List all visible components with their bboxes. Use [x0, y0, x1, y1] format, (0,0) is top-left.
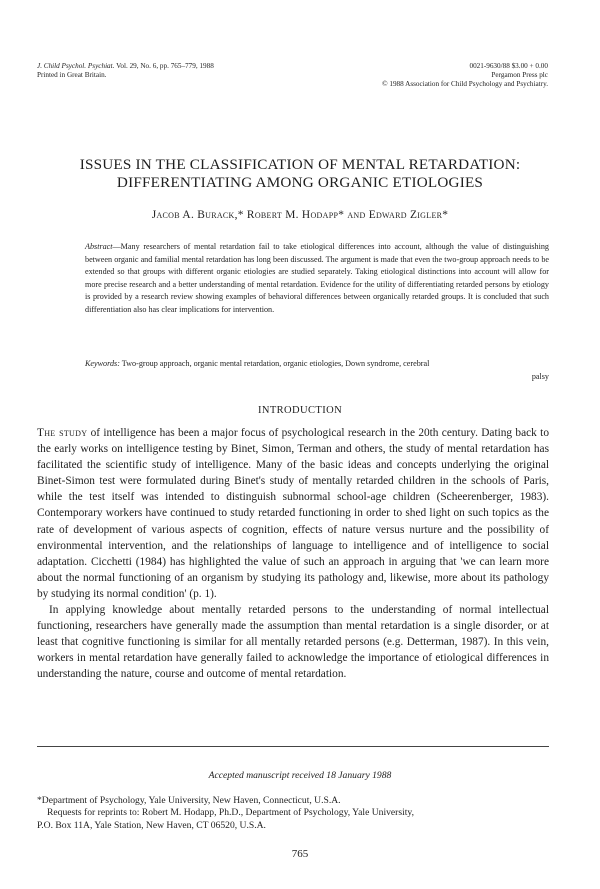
keywords [85, 358, 549, 383]
paragraph-1 [37, 425, 549, 602]
publisher: Pergamon Press plc [491, 71, 548, 79]
running-header-right [382, 62, 548, 89]
abstract-label: Abstract [85, 242, 113, 251]
printed-in: Printed in Great Britain. [37, 71, 107, 79]
abstract-text: —Many researchers of mental retardation fail to take etiological differences into account, although the value of distinguishing between organic and familial mental retardation has long been discussed. The argument is made that even the two-group approach needs to be extended so that groups with different organic etiologies are studied separately. Taking etiological distinctions into account will allow for more precise research and a better understanding of mental retardation. Evidence for the utility of differentiating retarded persons by etiology is provided by a research review showing examples of behavioral differences between organically retarded groups. It is concluded that such differentiation also has clear implications for intervention. [85, 242, 549, 314]
journal-name: J. Child Psychol. Psychiat. [37, 62, 115, 70]
authors: Jacob A. Burack,* Robert M. Hodapp* and Edward Zigler* [151, 209, 449, 221]
footnote-affiliation: *Department of Psychology, Yale University, New Haven, Connecticut, U.S.A. [37, 795, 341, 806]
body-text [37, 425, 549, 683]
footnotes [37, 795, 549, 832]
keywords-label: Keywords: [85, 359, 120, 368]
footnote-reprints-line-2: P.O. Box 11A, Yale Station, New Haven, CT 06520, U.S.A. [37, 819, 266, 831]
copyright: © 1988 Association for Child Psychology and Psychiatry. [382, 80, 548, 88]
paragraph-2: In applying knowledge about mentally retarded persons to the understanding of normal intellectual functioning, researchers have generally made the assumption than mental retardation is a single disorder, or at least that cognitive functioning is similar for all mentally retarded persons (e.g. Detterman, 1987). In this vein, workers in mental retardation have generally failed to acknowledge the importance of etiological differences in understanding the nature, course and outcome of mental retardation. [37, 604, 549, 681]
footnote-divider [37, 746, 549, 747]
journal-volume-pages: Vol. 29, No. 6, pp. 765–779, 1988 [114, 62, 214, 70]
paper-title [0, 156, 600, 192]
keywords-line-1: Two-group approach, organic mental retardation, organic etiologies, Down syndrome, cerebral [119, 359, 430, 368]
paragraph-1-lead: The study [37, 427, 88, 439]
keywords-line-2: palsy [531, 371, 549, 381]
paragraph-1-text: of intelligence has been a major focus of psychological research in the 20th century. Dating back to the early works on intelligence testing by Binet, Simon, Terman and others, the study of mental retardation has facilitated the scientific study of intelligence. Many of the basic ideas and concepts underlying the original Binet-Simon test were formulated during Binet's study of mentally retarded children in the schools of Paris, while the test itself was intended to distinguish subnormal school-age children (Scheerenberger, 1983). Contemporary workers have continued to study retarded functioning in order to shed light on such topics as the rate of development of various aspects of cognition, effects of nature versus nurture and the possibility of environmental intervention, and the relationships of language to intelligence and of intelligence to social adaptation. Cicchetti (1984) has highlighted the value of such an approach in arguing that 'we can learn more about the normal functioning of an organism by studying its pathology and, likewise, more about its pathology by studying its normal condition' (p. 1). [37, 427, 549, 600]
page-number: 765 [291, 848, 309, 860]
title-line-1: ISSUES IN THE CLASSIFICATION OF MENTAL RETARDATION: [79, 156, 521, 173]
accepted-date: Accepted manuscript received 18 January 1988 [208, 770, 392, 781]
section-heading-introduction: INTRODUCTION [257, 405, 343, 416]
title-line-2: DIFFERENTIATING AMONG ORGANIC ETIOLOGIES [116, 174, 484, 191]
issn-price: 0021-9630/88 $3.00 + 0.00 [469, 62, 548, 70]
abstract [85, 241, 549, 316]
running-header-left [37, 62, 214, 80]
footnote-reprints-line-1: Requests for reprints to: Robert M. Hodapp, Ph.D., Department of Psychology, Yale University, [47, 807, 415, 819]
